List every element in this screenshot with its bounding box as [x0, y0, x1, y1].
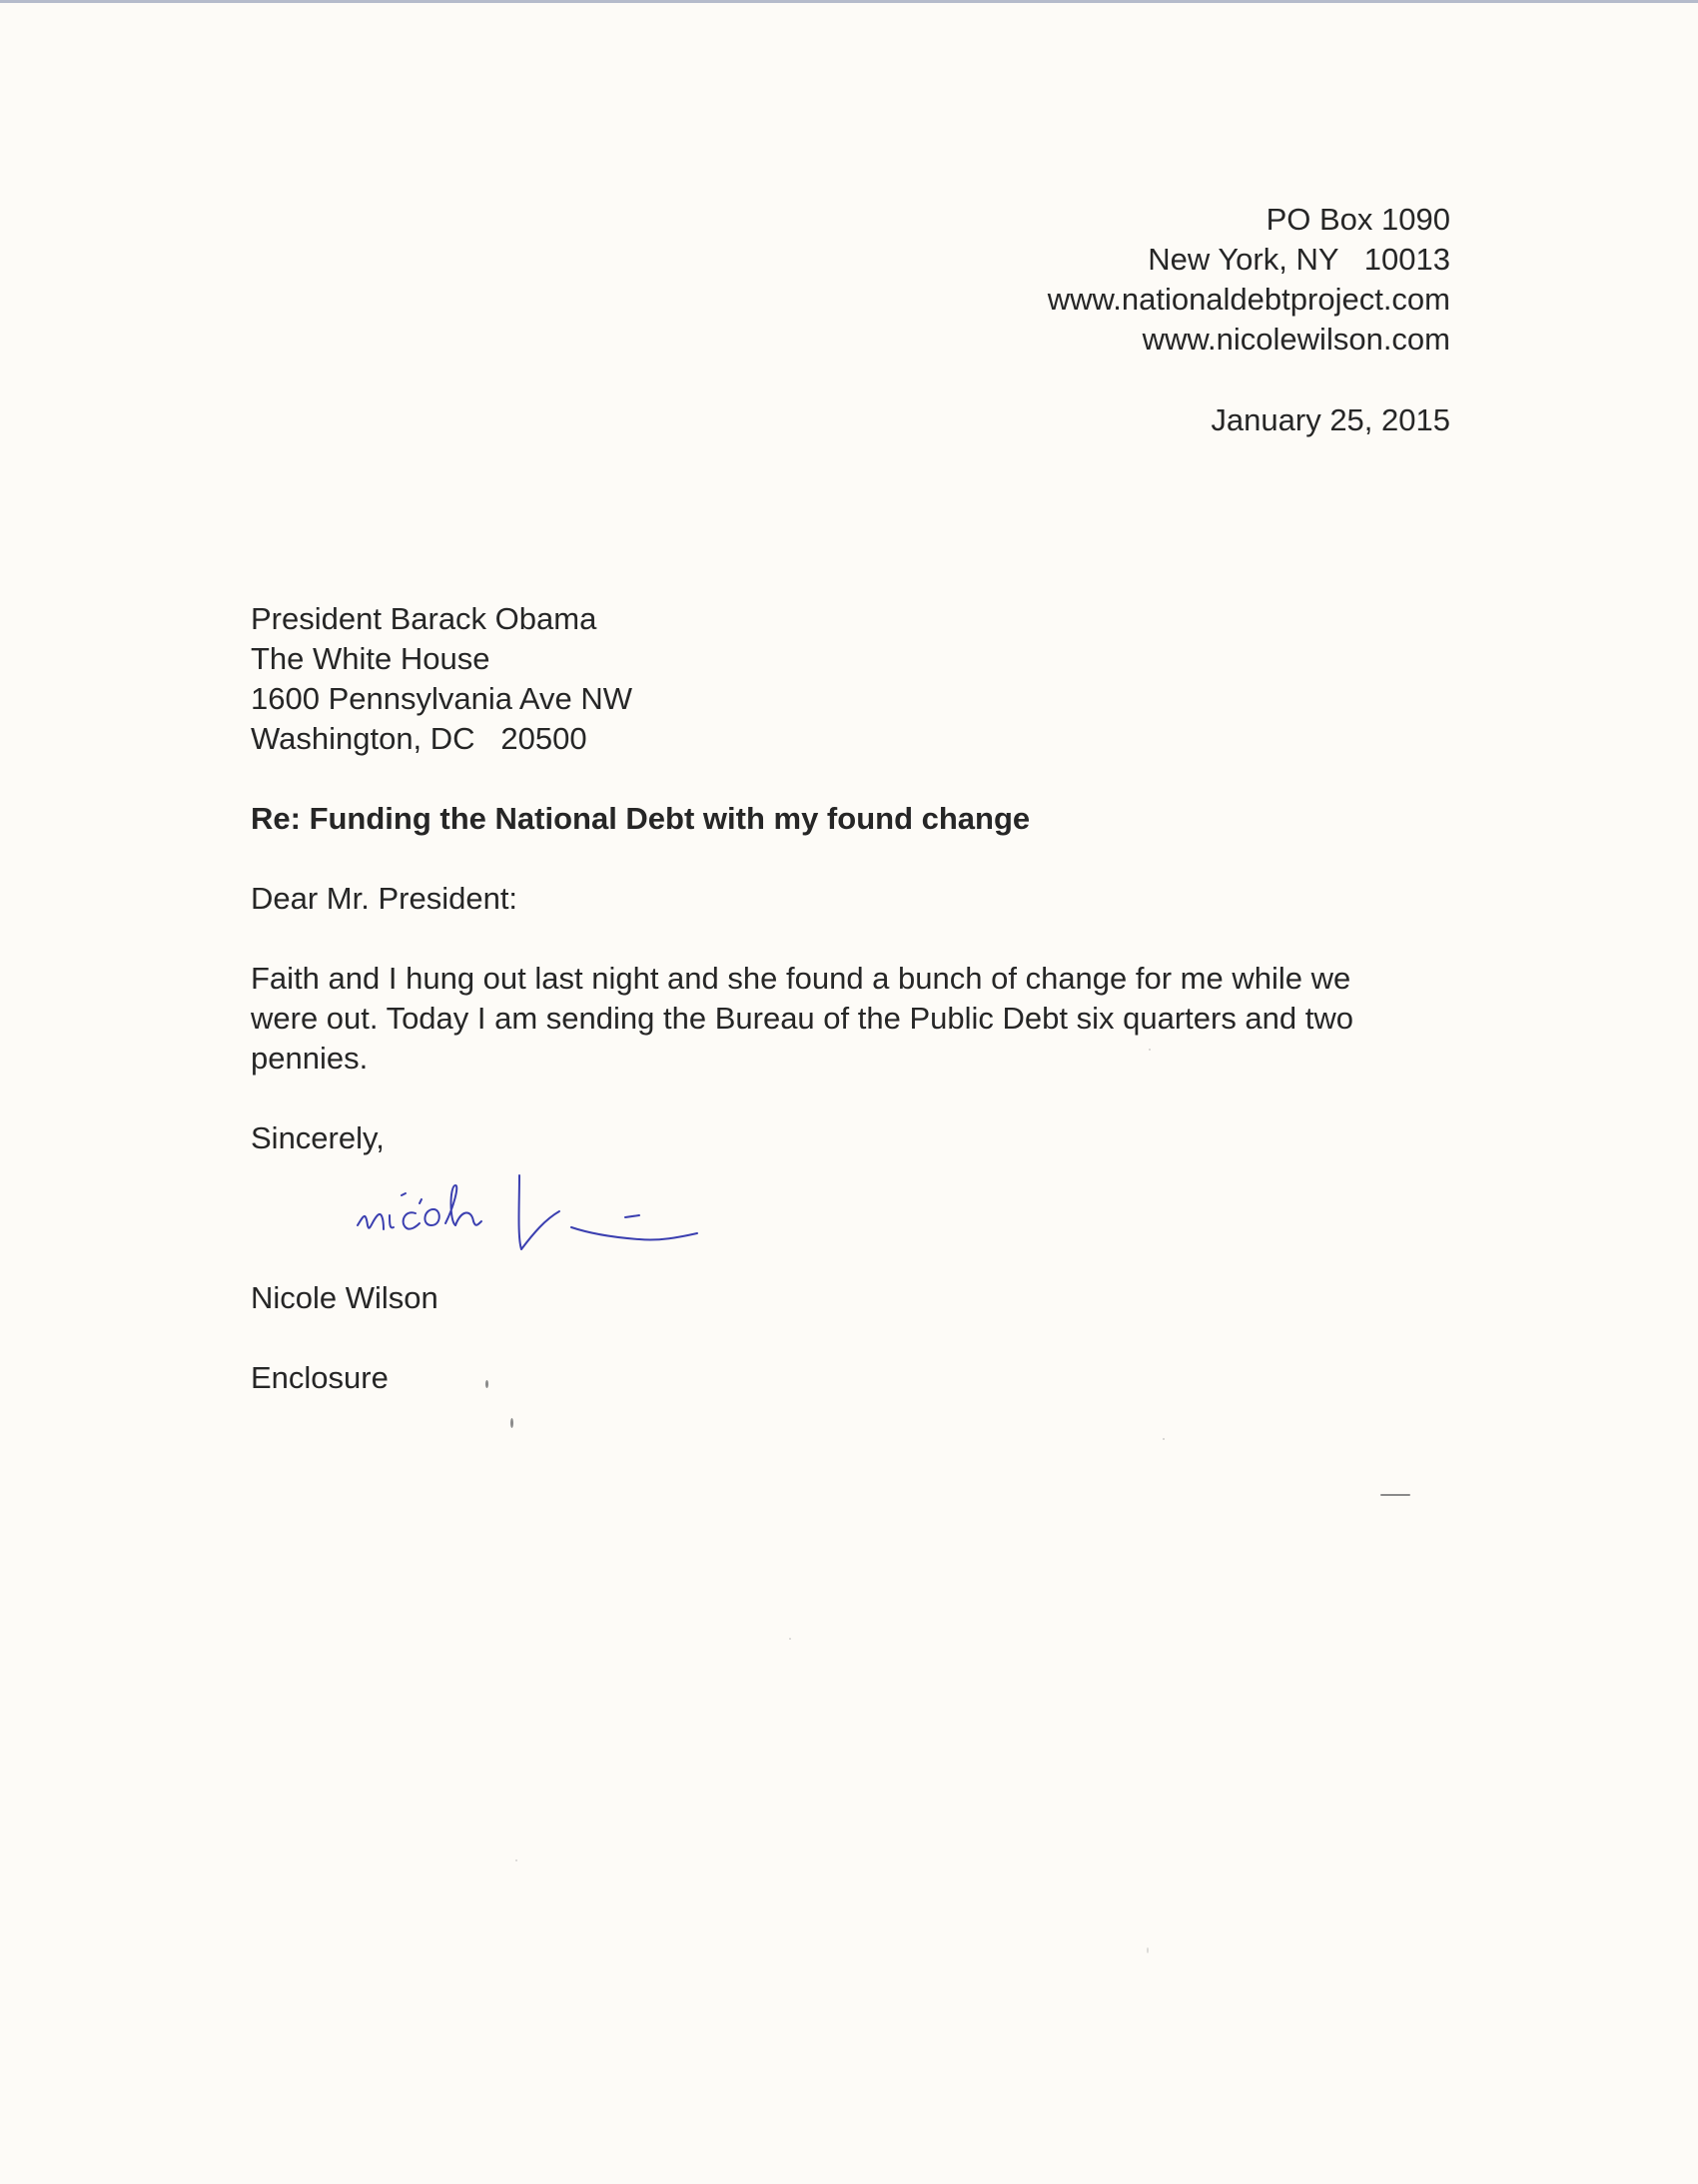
- recipient-address-block: [251, 599, 950, 759]
- scan-edge: [0, 0, 1698, 3]
- handwritten-signature: [350, 1163, 789, 1273]
- recipient-city-state-zip: Washington, DC 20500: [251, 721, 587, 756]
- sender-city-state-zip: New York, NY 10013: [1148, 242, 1450, 277]
- sender-website-2: www.nicolewilson.com: [1142, 322, 1450, 357]
- scan-speck: [485, 1380, 488, 1388]
- recipient-organization: The White House: [251, 641, 490, 676]
- sender-address-block: [751, 200, 1450, 360]
- recipient-name: President Barack Obama: [251, 601, 597, 636]
- enclosure-notation: Enclosure: [251, 1360, 389, 1395]
- body-line: pennies.: [251, 1041, 369, 1076]
- scan-speck: [1147, 1947, 1149, 1953]
- sender-website-1: www.nationaldebtproject.com: [1047, 282, 1450, 317]
- signer-name: Nicole Wilson: [251, 1280, 438, 1315]
- scan-speck: [1163, 1438, 1165, 1440]
- body-line: were out. Today I am sending the Bureau of the Public Debt six quarters and two: [251, 1001, 1354, 1036]
- scan-speck: [1380, 1494, 1410, 1496]
- salutation: Dear Mr. President:: [251, 881, 518, 916]
- letter-date: January 25, 2015: [1211, 402, 1450, 437]
- letter-body: [251, 959, 1449, 1079]
- closing: Sincerely,: [251, 1120, 385, 1155]
- scan-speck: [515, 1859, 517, 1861]
- body-line: Faith and I hung out last night and she found a bunch of change for me while we: [251, 961, 1351, 996]
- scan-speck: [510, 1418, 513, 1428]
- subject-line: Re: Funding the National Debt with my found change: [251, 801, 1031, 836]
- scan-speck: [1149, 1049, 1151, 1051]
- sender-po-box: PO Box 1090: [1266, 202, 1450, 237]
- scan-speck: [789, 1638, 791, 1640]
- recipient-street: 1600 Pennsylvania Ave NW: [251, 681, 632, 716]
